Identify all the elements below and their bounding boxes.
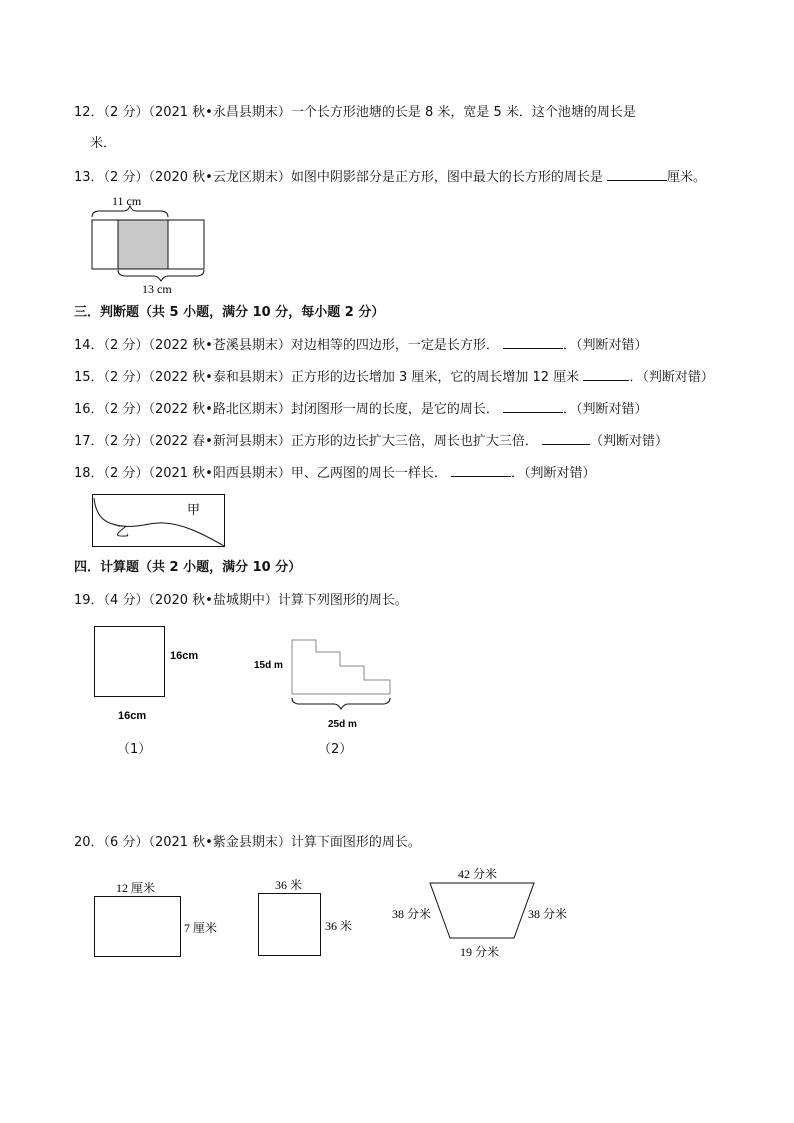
fig19-caption-1: （1） (117, 742, 152, 757)
fig20-trapezoid (430, 883, 534, 938)
fig20-trap-top-label: 42 分米 (458, 867, 498, 881)
fig18-label-yi: 乙 (116, 524, 130, 539)
answer-blank-16[interactable] (503, 400, 563, 413)
fig13-bottom-label: 13 cm (142, 282, 172, 296)
answer-blank-18[interactable] (451, 464, 511, 477)
question-18-text: 18．（2 分）（2021 秋•阳西县期末）甲、乙两图的周长一样长． (74, 466, 447, 481)
fig20-square-right-label: 36 米 (325, 919, 353, 933)
fig13-shaded-square (118, 220, 168, 269)
question-12-continuation (90, 134, 116, 153)
fig20-rect-top-label: 12 厘米 (116, 881, 156, 895)
question-19 (74, 592, 408, 610)
question-12 (74, 104, 636, 122)
fig19-staircase-height-label: 15d m (254, 660, 283, 671)
fig19-square (95, 627, 165, 697)
question-16 (74, 400, 648, 419)
question-20-square-figure (254, 872, 364, 962)
question-15-text: 15．（2 分）（2022 秋•泰和县期末）正方形的边长增加 3 厘米，它的周长增加 12 厘米 (74, 370, 580, 385)
fig19-square-right-label: 16cm (170, 650, 199, 662)
fig20-square-top-label: 36 米 (275, 878, 303, 892)
question-18 (74, 464, 596, 483)
fig19-square-bottom-label: 16cm (118, 710, 147, 722)
answer-blank-17[interactable] (542, 432, 590, 445)
question-20-text: 20．（6 分）（2021 秋•紫金县期末）计算下面图形的周长。 (74, 835, 421, 850)
fig13-top-label: 11 cm (112, 194, 142, 208)
question-14 (74, 336, 648, 355)
question-20 (74, 834, 421, 852)
question-14-tail: ．（判断对错） (562, 338, 648, 353)
answer-blank-15[interactable] (583, 368, 629, 381)
fig20-square (259, 894, 321, 956)
question-13-tail: 厘米。 (666, 170, 706, 185)
fig19-staircase (292, 640, 390, 694)
fig20-rectangle (95, 897, 181, 957)
question-20-trapezoid-figure (390, 862, 580, 962)
fig20-trap-left-label: 38 分米 (392, 907, 432, 921)
fig18-dividing-curve (94, 498, 224, 546)
question-17 (74, 432, 668, 451)
question-17-text: 17．（2 分）（2022 春•新河县期末）正方形的边长扩大三倍，周长也扩大三倍． (74, 434, 538, 449)
fig18-outer-rect (93, 495, 225, 547)
question-14-text: 14．（2 分）（2022 秋•苍溪县期末）对边相等的四边形，一定是长方形． (74, 338, 499, 353)
question-18-figure (92, 494, 226, 548)
question-13-figure (86, 192, 216, 298)
question-16-text: 16．（2 分）（2022 秋•路北区期末）封闭图形一周的长度，是它的周长． (74, 402, 499, 417)
question-18-tail: ．（判断对错） (510, 466, 596, 481)
question-19-figure-2 (252, 634, 398, 734)
fig18-label-jia: 甲 (187, 502, 201, 517)
fig20-rect-right-label: 7 厘米 (184, 921, 218, 935)
answer-blank-13[interactable] (607, 168, 667, 181)
fig13-bottom-brace (118, 270, 204, 281)
question-12-tail: 米． (90, 136, 117, 151)
question-16-tail: ．（判断对错） (562, 402, 648, 417)
question-13-text: 13．（2 分）（2020 秋•云龙区期末）如图中阴影部分是正方形，图中最大的长方形的周长是 (74, 170, 603, 185)
fig19-caption-2: （2） (318, 742, 353, 757)
question-19-figure-1 (90, 622, 210, 726)
section-4-title (74, 559, 301, 577)
section-3-title (74, 304, 384, 322)
fig19-staircase-width-label: 25d m (328, 719, 357, 730)
question-12-text: 12．（2 分）（2021 秋•永昌县期末）一个长方形池塘的长是 8 米，宽是 5 米．这个池塘的周长是 (74, 105, 636, 120)
fig19-staircase-brace (292, 698, 390, 709)
question-15-tail: ．（判断对错） (629, 370, 714, 385)
question-17-tail: （判断对错） (589, 434, 668, 449)
fig20-trap-bottom-label: 19 分米 (460, 945, 500, 959)
question-19-text: 19．（4 分）（2020 秋•盐城期中）计算下列图形的周长。 (74, 593, 408, 608)
question-13 (74, 168, 706, 187)
question-20-rectangle-figure (90, 874, 230, 964)
fig20-trap-right-label: 38 分米 (528, 907, 568, 921)
section-4-title-text: 四．计算题（共 2 小题，满分 10 分） (74, 560, 302, 575)
question-15 (74, 368, 714, 387)
section-3-title-text: 三．判断题（共 5 小题，满分 10 分，每小题 2 分） (74, 305, 385, 320)
answer-blank-14[interactable] (503, 336, 563, 349)
